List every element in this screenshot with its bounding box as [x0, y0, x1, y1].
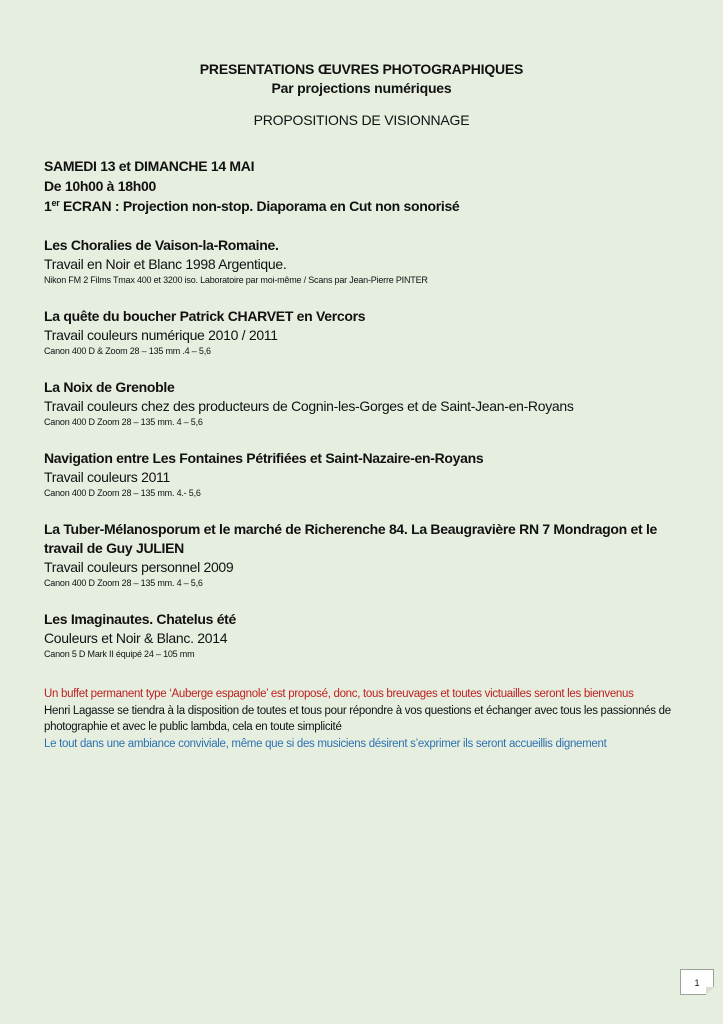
entry-description: Travail en Noir et Blanc 1998 Argentique.	[44, 256, 287, 272]
screen-description: ECRAN : Projection non-stop. Diaporama en Cut non sonorisé	[59, 198, 460, 214]
document-header	[0, 60, 723, 129]
screen-number: 1	[44, 198, 52, 214]
entry-boucher	[44, 307, 684, 359]
entry-technical: Canon 400 D Zoom 28 – 135 mm. 4.- 5,6	[44, 488, 201, 498]
propositions-heading: PROPOSITIONS DE VISIONNAGE	[253, 112, 470, 128]
schedule-hours: De 10h00 à 18h00	[44, 178, 156, 194]
entry-technical: Canon 400 D & Zoom 28 – 135 mm .4 – 5,6	[44, 346, 211, 356]
entry-technical: Nikon FM 2 Films Tmax 400 et 3200 iso. Laboratoire par moi-même / Scans par Jean-Pierre PINTER	[44, 275, 428, 285]
entry-choralies	[44, 236, 684, 288]
document-subtitle: Par projections numériques	[271, 80, 452, 96]
entry-title: La Tuber-Mélanosporum et le marché de Richerenche 84. La Beaugravière RN 7 Mondragon et le travail de Guy JULIEN	[44, 521, 658, 556]
entry-title: Les Choralies de Vaison-la-Romaine.	[44, 237, 279, 253]
document-body	[44, 156, 684, 752]
entry-description: Travail couleurs 2011	[44, 469, 170, 485]
entry-navigation	[44, 449, 684, 501]
buffet-note: Un buffet permanent type ‘Auberge espagnole’ est proposé, donc, tous breuvages et toutes victuailles seront les bienvenus	[44, 688, 634, 700]
entry-description: Travail couleurs personnel 2009	[44, 559, 234, 575]
entry-title: Les Imaginautes. Chatelus été	[44, 611, 237, 627]
entry-title: Navigation entre Les Fontaines Pétrifiées et Saint-Nazaire-en-Royans	[44, 450, 484, 466]
host-note: Henri Lagasse se tiendra à la disposition de toutes et tous pour répondre à vos questions et échanger avec tous les passionnés de photographie et avec le public lambda, cela en toute simplicité	[44, 704, 671, 733]
entry-technical: Canon 400 D Zoom 28 – 135 mm. 4 – 5,6	[44, 417, 203, 427]
schedule-screen	[44, 196, 684, 216]
entry-title: La quête du boucher Patrick CHARVET en Vercors	[44, 308, 366, 324]
entry-technical: Canon 5 D Mark II équipé 24 – 105 mm	[44, 649, 195, 659]
ambiance-note: Le tout dans une ambiance conviviale, même que si des musiciens désirent s’exprimer ils seront accueillis dignement	[44, 737, 607, 750]
screen-ordinal-suffix: er	[51, 198, 60, 208]
page-number: 1	[680, 969, 714, 995]
schedule-dates: SAMEDI 13 et DIMANCHE 14 MAI	[44, 158, 255, 174]
entry-tuber	[44, 520, 684, 591]
entry-imaginautes	[44, 610, 684, 662]
entry-description: Couleurs et Noir & Blanc. 2014	[44, 630, 228, 646]
footer-notes	[44, 686, 684, 752]
entry-technical: Canon 400 D Zoom 28 – 135 mm. 4 – 5,6	[44, 578, 203, 588]
schedule-block	[44, 156, 684, 216]
entry-description: Travail couleurs chez des producteurs de Cognin-les-Gorges et de Saint-Jean-en-Royans	[44, 398, 574, 414]
entry-description: Travail couleurs numérique 2010 / 2011	[44, 327, 278, 343]
document-title: PRESENTATIONS ŒUVRES PHOTOGRAPHIQUES	[199, 61, 524, 77]
entry-noix	[44, 378, 684, 430]
entry-title: La Noix de Grenoble	[44, 379, 175, 395]
